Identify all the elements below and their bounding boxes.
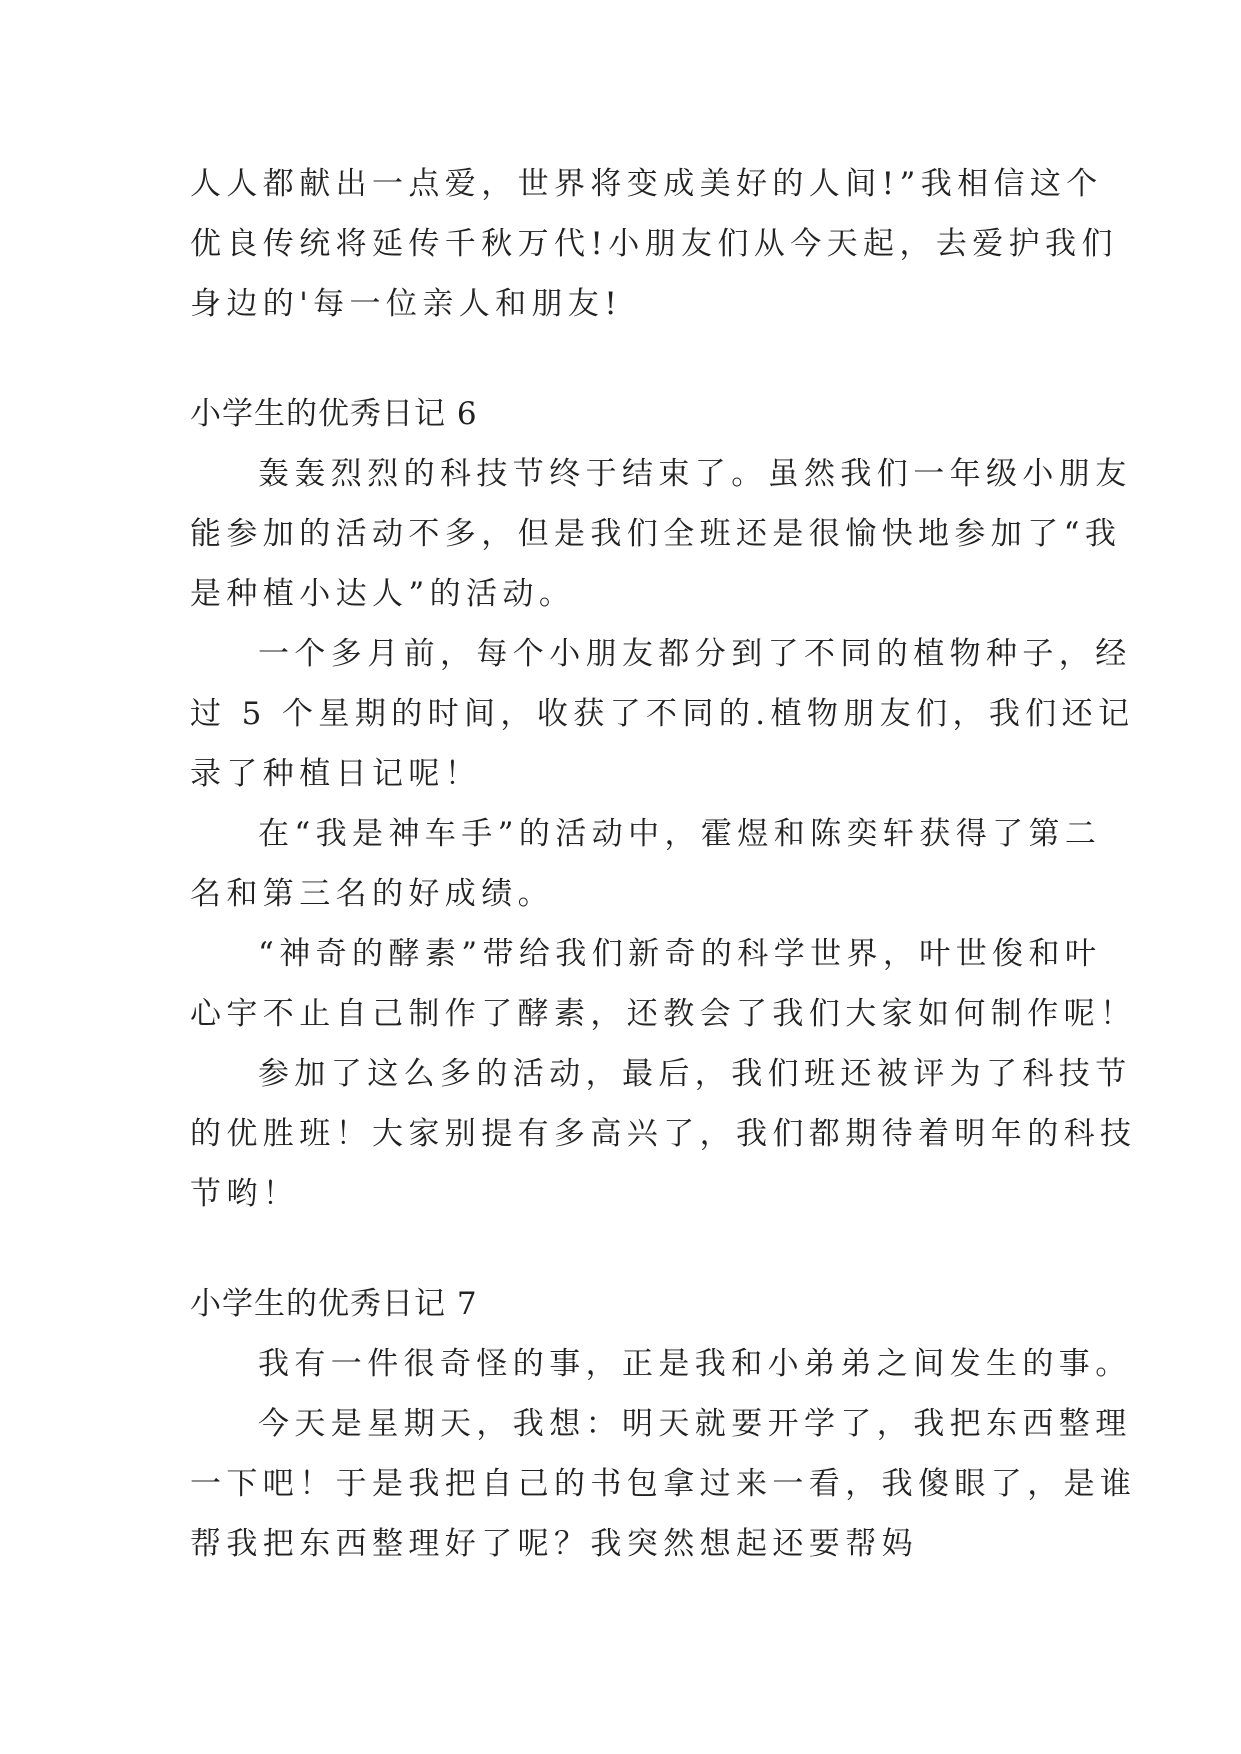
text-line: 轰轰烈烈的科技节终于结束了。虽然我们一年级小朋友 (258, 456, 1132, 492)
text-line: 能参加的活动不多，但是我们全班还是很愉快地参加了“我 (190, 516, 1122, 552)
text-line: 过 5 个星期的时间，收获了不同的.植物朋友们，我们还记 (190, 696, 1135, 732)
diary-heading-7: 小学生的优秀日记 7 (190, 1286, 478, 1322)
text-line: 名和第三名的好成绩。 (190, 876, 554, 912)
text-line: 今天是星期天，我想：明天就要开学了，我把东西整理 (258, 1406, 1132, 1442)
text-line: 优良传统将延传千秋万代!小朋友们从今天起，去爱护我们 (190, 226, 1118, 262)
text-line: 节哟！ (190, 1176, 300, 1212)
text-line: 参加了这么多的活动，最后，我们班还被评为了科技节 (258, 1056, 1132, 1092)
text-line: 在“我是神车手”的活动中，霍煜和陈奕轩获得了第二 (258, 816, 1102, 852)
text-line: 是种植小达人”的活动。 (190, 576, 576, 612)
text-line: 我有一件很奇怪的事，正是我和小弟弟之间发生的事。 (258, 1346, 1132, 1382)
text-line: 的优胜班！大家别提有多高兴了，我们都期待着明年的科技 (190, 1116, 1137, 1152)
text-line: 人人都献出一点爱，世界将变成美好的人间!”我相信这个 (190, 166, 1103, 202)
text-line: 身边的'每一位亲人和朋友! (190, 286, 623, 322)
text-line: 一个多月前，每个小朋友都分到了不同的植物种子，经 (258, 636, 1132, 672)
text-line: 一下吧！于是我把自己的书包拿过来一看，我傻眼了，是谁 (190, 1466, 1137, 1502)
diary-heading-6: 小学生的优秀日记 6 (190, 396, 478, 432)
text-line: “神奇的酵素”带给我们新奇的科学世界，叶世俊和叶 (258, 936, 1102, 972)
text-line: 录了种植日记呢！ (190, 756, 482, 792)
text-line: 心宇不止自己制作了酵素，还教会了我们大家如何制作呢！ (190, 996, 1137, 1032)
text-line: 帮我把东西整理好了呢？我突然想起还要帮妈 (190, 1526, 918, 1562)
